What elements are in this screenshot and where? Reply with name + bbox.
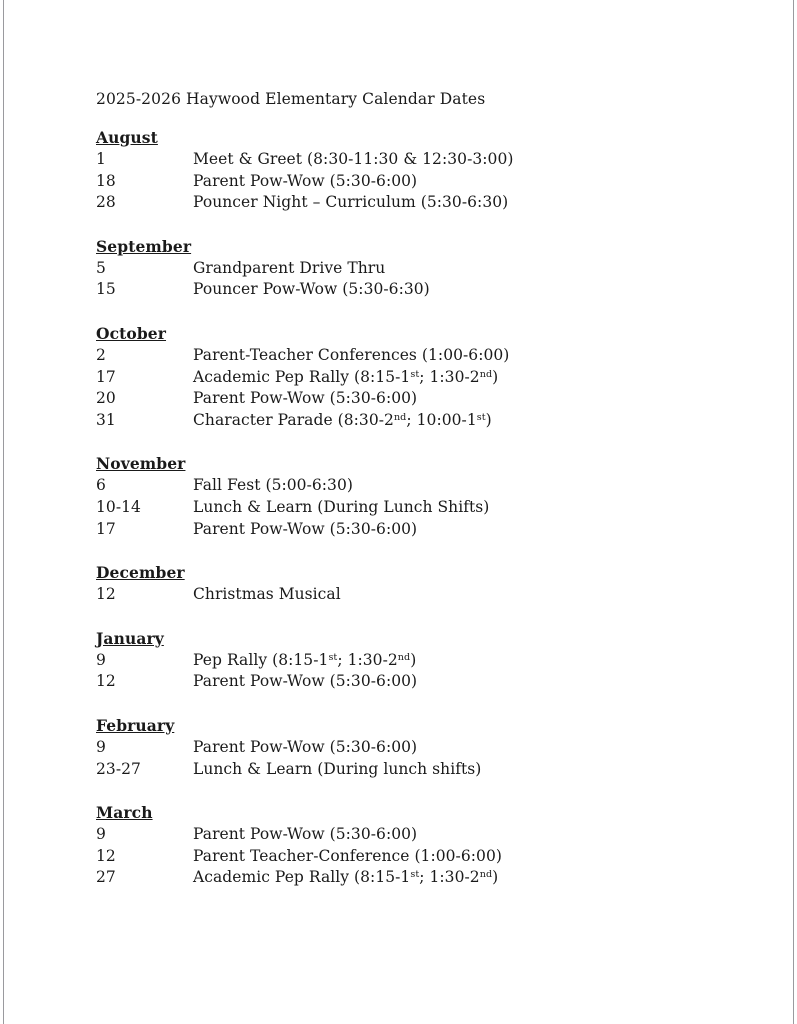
event-row — [96, 149, 736, 171]
event-date: 23-27 — [96, 759, 141, 778]
event-name — [193, 846, 736, 868]
event-name — [193, 367, 736, 389]
event-date: 12 — [96, 585, 116, 604]
event-name-text: Academic Pep Rally (8:15-1 — [193, 367, 411, 386]
event-ordinal-suffix: st — [410, 368, 420, 380]
month-heading: February — [96, 715, 175, 735]
event-name-text: Lunch & Learn (During lunch shifts) — [193, 759, 482, 778]
event-date: 10-14 — [96, 497, 141, 516]
month-block — [96, 802, 736, 889]
event-ordinal-suffix: st — [410, 869, 420, 881]
event-row — [96, 258, 736, 280]
event-name-text: Parent Pow-Wow (5:30-6:00) — [193, 825, 418, 844]
event-date: 9 — [96, 825, 106, 844]
event-name — [193, 345, 736, 367]
event-date: 6 — [96, 476, 106, 495]
event-row — [96, 279, 736, 301]
month-heading: August — [96, 128, 158, 147]
event-date: 12 — [96, 846, 116, 865]
event-name-text: Parent Pow-Wow (5:30-6:00) — [193, 389, 418, 408]
event-row — [96, 584, 736, 606]
event-name — [193, 192, 736, 214]
event-name-text: Pouncer Pow-Wow (5:30-6:30) — [193, 280, 430, 299]
document-body — [96, 88, 736, 889]
event-row — [96, 410, 736, 432]
event-date: 27 — [96, 868, 116, 887]
month-heading: October — [96, 323, 167, 343]
event-ordinal-suffix: nd — [397, 651, 411, 663]
event-name-text: Pep Rally (8:15-1 — [193, 650, 329, 669]
event-name — [193, 519, 736, 541]
event-name — [193, 650, 736, 672]
event-name — [193, 671, 736, 693]
event-name-text: ) — [485, 410, 492, 429]
event-row — [96, 824, 736, 846]
event-ordinal-suffix: st — [328, 651, 338, 663]
month-block — [96, 628, 736, 693]
event-name-text: Meet & Greet (8:30-11:30 & 12:30-3:00) — [193, 150, 514, 168]
event-date: 9 — [96, 737, 106, 756]
event-date: 12 — [96, 672, 116, 691]
event-row — [96, 367, 736, 389]
event-name-text: Parent-Teacher Conferences (1:00-6:00) — [193, 345, 510, 364]
event-row — [96, 388, 736, 410]
event-name — [193, 867, 736, 889]
event-row — [96, 846, 736, 868]
event-name — [193, 171, 736, 193]
month-heading: November — [96, 454, 186, 474]
event-row — [96, 737, 736, 759]
event-name-text: ; 1:30-2 — [419, 367, 480, 386]
event-ordinal-suffix: nd — [479, 869, 493, 881]
event-ordinal-suffix: st — [476, 411, 486, 423]
event-row — [96, 171, 736, 193]
event-name — [193, 475, 736, 497]
event-name — [193, 279, 736, 301]
event-name — [193, 759, 736, 781]
month-block — [96, 453, 736, 540]
event-date: 18 — [96, 171, 116, 190]
event-name — [193, 388, 736, 410]
event-name — [193, 737, 736, 759]
event-row — [96, 519, 736, 541]
event-name-text: Pouncer Night – Curriculum (5:30-6:30) — [193, 193, 509, 212]
event-row — [96, 759, 736, 781]
event-name-text: ; 1:30-2 — [337, 650, 398, 669]
event-name-text: Parent Pow-Wow (5:30-6:00) — [193, 171, 418, 190]
event-row — [96, 867, 736, 889]
event-date: 17 — [96, 367, 116, 386]
month-heading: March — [96, 803, 153, 823]
event-name-text: ) — [492, 367, 499, 386]
month-block — [96, 127, 736, 214]
month-block — [96, 236, 736, 301]
event-name-text: Parent Teacher-Conference (1:00-6:00) — [193, 846, 502, 865]
event-name-text: Academic Pep Rally (8:15-1 — [193, 868, 411, 887]
event-name — [193, 258, 736, 280]
event-name-text: Character Parade (8:30-2 — [193, 410, 394, 429]
event-date: 5 — [96, 258, 106, 277]
calendar-month-list — [96, 127, 736, 889]
event-date: 1 — [96, 150, 106, 168]
event-row — [96, 345, 736, 367]
event-name-text: Parent Pow-Wow (5:30-6:00) — [193, 672, 418, 691]
event-date: 28 — [96, 193, 116, 212]
event-name-text: ; 10:00-1 — [406, 410, 477, 429]
month-block — [96, 715, 736, 780]
event-name-text: Grandparent Drive Thru — [193, 258, 386, 277]
event-date: 31 — [96, 410, 116, 429]
month-heading: January — [96, 628, 164, 648]
event-date: 20 — [96, 389, 116, 408]
event-name-text: ) — [492, 868, 499, 887]
event-name-text: Parent Pow-Wow (5:30-6:00) — [193, 737, 418, 756]
month-heading: September — [96, 236, 192, 256]
event-date: 15 — [96, 280, 116, 299]
month-heading: December — [96, 563, 185, 583]
page-title: 2025-2026 Haywood Elementary Calendar Dates — [96, 90, 486, 108]
event-name — [193, 149, 736, 171]
event-name — [193, 824, 736, 846]
event-name — [193, 584, 736, 606]
event-row — [96, 192, 736, 214]
event-name-text: ; 1:30-2 — [419, 868, 480, 887]
event-name-text: Parent Pow-Wow (5:30-6:00) — [193, 519, 418, 538]
document-page — [3, 0, 794, 1024]
event-name — [193, 410, 736, 432]
event-name-text: Fall Fest (5:00-6:30) — [193, 476, 353, 495]
event-name — [193, 497, 736, 519]
event-date: 17 — [96, 519, 116, 538]
event-row — [96, 475, 736, 497]
event-date: 2 — [96, 345, 106, 364]
event-row — [96, 650, 736, 672]
event-ordinal-suffix: nd — [479, 368, 493, 380]
event-name-text: Lunch & Learn (During Lunch Shifts) — [193, 497, 490, 516]
month-block — [96, 562, 736, 606]
event-name-text: ) — [410, 650, 417, 669]
event-ordinal-suffix: nd — [393, 411, 407, 423]
event-row — [96, 497, 736, 519]
event-name-text: Christmas Musical — [193, 585, 341, 604]
event-date: 9 — [96, 650, 106, 669]
event-row — [96, 671, 736, 693]
month-block — [96, 323, 736, 431]
